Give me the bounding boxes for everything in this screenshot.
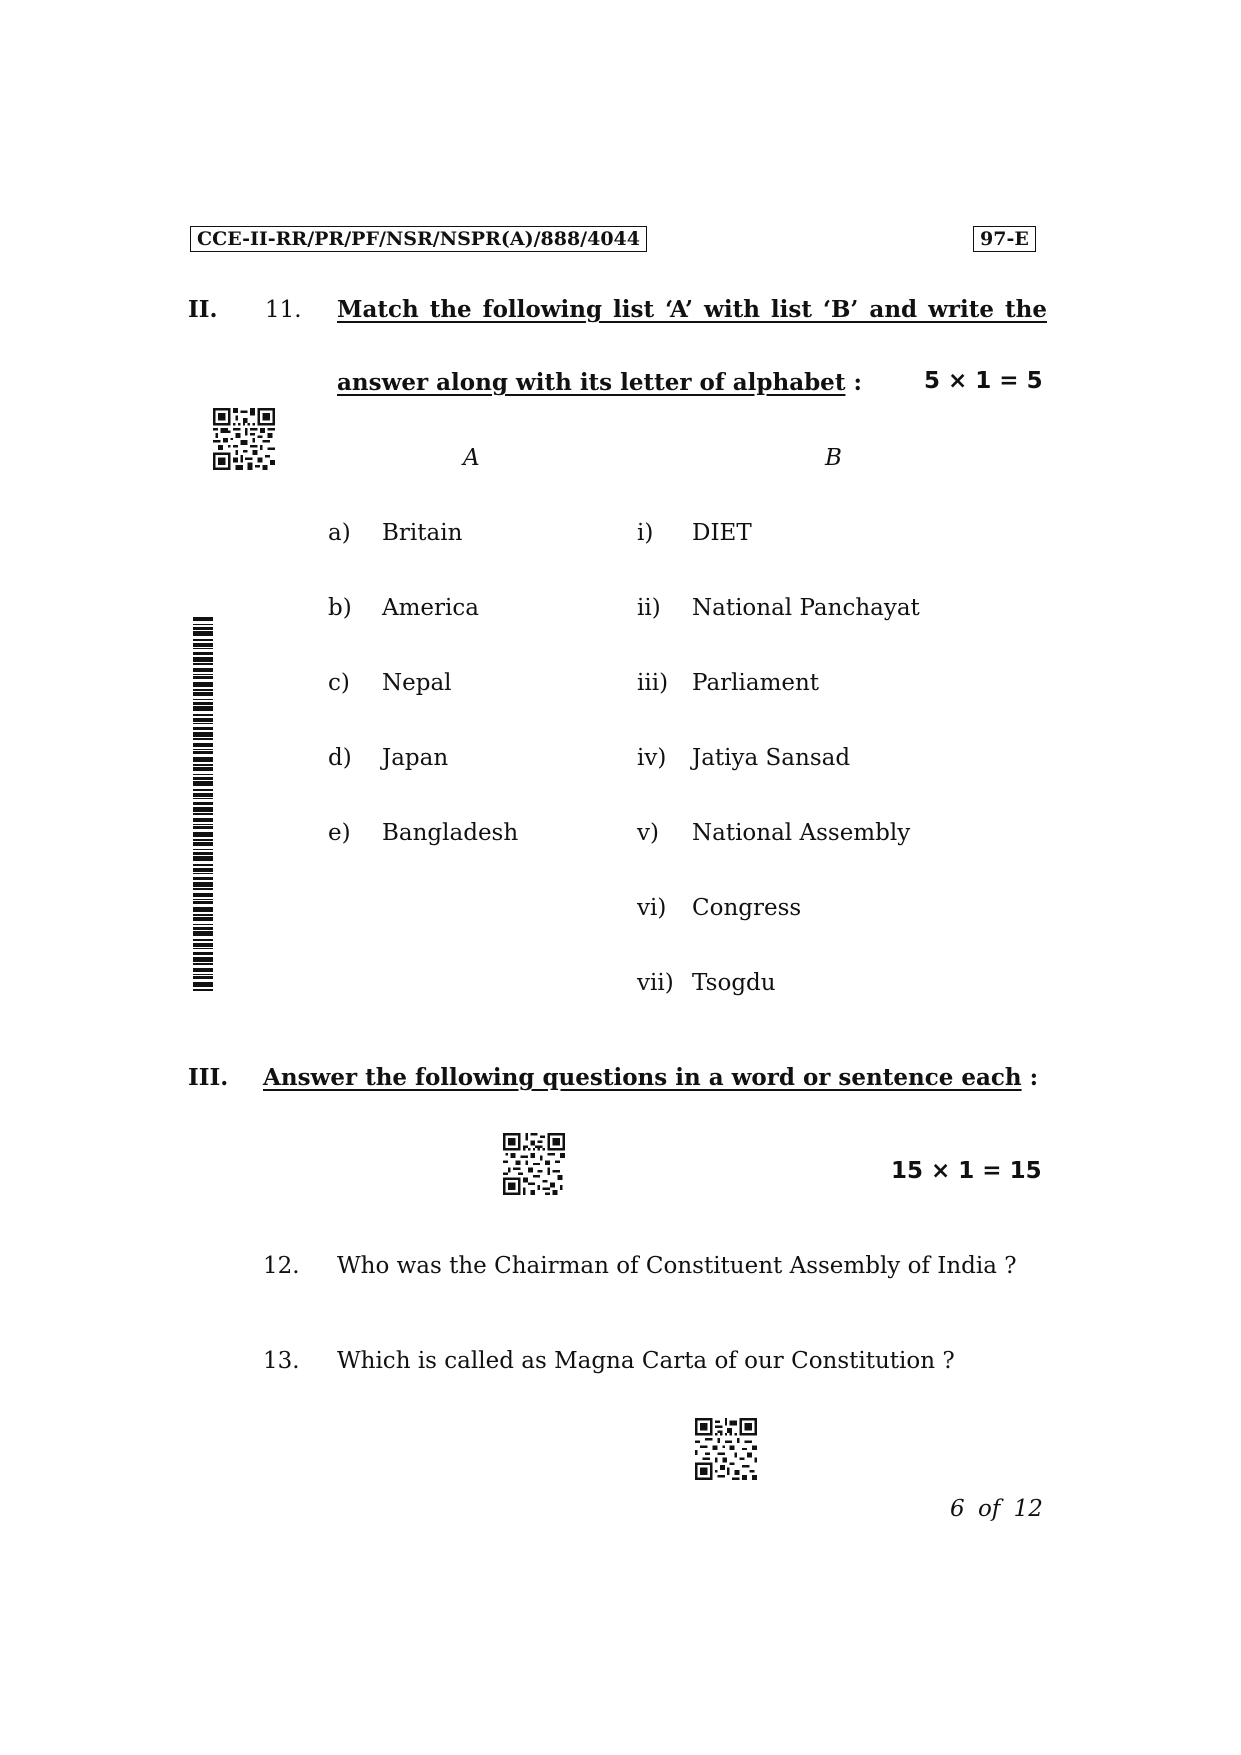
- question-13-number: 13.: [263, 1348, 300, 1374]
- question-11-instruction-line1: Match the following list ‘A’ with list ‘B’ and write the: [337, 296, 1047, 323]
- list-b-item: Parliament: [692, 670, 820, 696]
- section-iii-instruction-wrap: [263, 1063, 1038, 1093]
- question-11-number: 11.: [265, 297, 302, 323]
- list-b-numeral: iv): [637, 745, 667, 771]
- list-b-item: Congress: [692, 895, 802, 921]
- column-a-heading: A: [463, 445, 480, 471]
- question-paper-code: CCE-II-RR/PR/PF/NSR/NSPR(A)/888/4044: [190, 226, 647, 252]
- question-12-text: Who was the Chairman of Constituent Assembly of India ?: [337, 1253, 1017, 1279]
- qr-code: [695, 1418, 757, 1480]
- list-b-item: National Panchayat: [692, 595, 920, 621]
- question-13-text: Which is called as Magna Carta of our Constitution ?: [337, 1348, 955, 1374]
- list-a-letter: a): [328, 520, 351, 546]
- page-indicator: 6 of 12: [950, 1496, 1043, 1522]
- column-b-heading: B: [825, 445, 842, 471]
- list-b-numeral: iii): [637, 670, 669, 696]
- list-a-letter: b): [328, 595, 352, 621]
- list-a-item: Nepal: [382, 670, 452, 696]
- list-b-numeral: i): [637, 520, 654, 546]
- list-a-letter: e): [328, 820, 351, 846]
- list-a-item: Britain: [382, 520, 463, 546]
- list-b-numeral: vi): [637, 895, 667, 921]
- list-b-item: Tsogdu: [692, 970, 776, 996]
- section-iii-numeral: III.: [188, 1064, 229, 1091]
- list-a-item: America: [382, 595, 479, 621]
- list-a-item: Bangladesh: [382, 820, 519, 846]
- list-b-item: National Assembly: [692, 820, 911, 846]
- question-11-marks: 5 × 1 = 5: [924, 368, 1043, 394]
- section-iii-instruction: Answer the following questions in a word or sentence each: [263, 1064, 1022, 1091]
- question-12-number: 12.: [263, 1253, 300, 1279]
- paper-version-code: 97-E: [973, 226, 1036, 252]
- qr-code: [503, 1133, 565, 1195]
- list-a-letter: d): [328, 745, 352, 771]
- section-ii-numeral: II.: [188, 296, 218, 323]
- qr-code: [213, 408, 275, 470]
- barcode: [193, 617, 213, 994]
- question-11-instruction-line2: answer along with its letter of alphabet: [337, 369, 846, 396]
- list-b-numeral: ii): [637, 595, 661, 621]
- question-11-colon: :: [853, 369, 862, 396]
- section-iii-colon: :: [1029, 1064, 1039, 1091]
- list-b-item: DIET: [692, 520, 752, 546]
- list-b-numeral: vii): [637, 970, 674, 996]
- list-b-item: Jatiya Sansad: [692, 745, 851, 771]
- list-a-letter: c): [328, 670, 350, 696]
- list-a-item: Japan: [382, 745, 449, 771]
- section-iii-marks: 15 × 1 = 15: [891, 1158, 1042, 1184]
- question-11-instruction-line2-wrap: [337, 368, 862, 398]
- list-b-numeral: v): [637, 820, 659, 846]
